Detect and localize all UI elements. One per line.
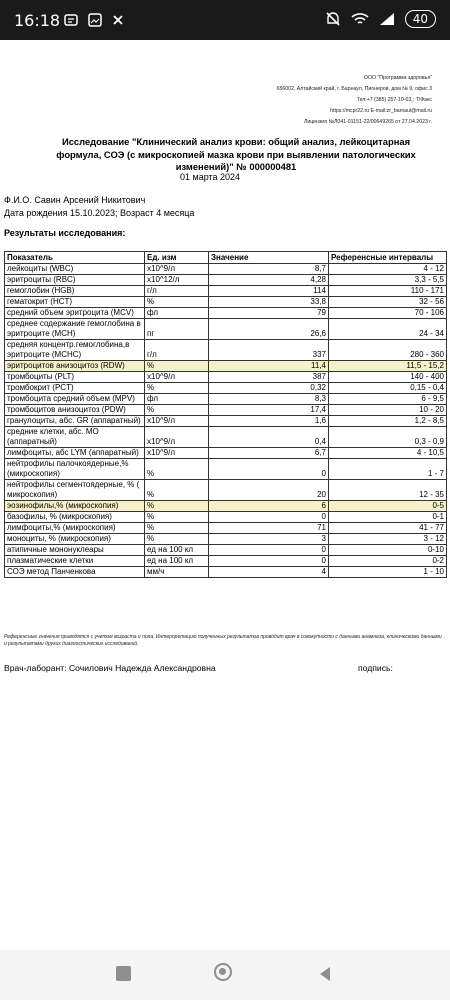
table-body [5, 264, 447, 578]
cell-indicator: среднее содержание гемоглобина в эритроците (MCH) [5, 319, 145, 340]
org-phone: Тел:+7 (385) 257-10-03,; Т/Факс [356, 97, 432, 103]
header-unit: Ед. изм [145, 252, 209, 264]
cell-value: 71 [209, 523, 329, 534]
cell-value: 4,28 [209, 275, 329, 286]
cell-reference: 4 - 10,5 [329, 448, 447, 459]
table-row [5, 383, 447, 394]
cell-reference: 12 - 35 [329, 480, 447, 501]
cell-unit: % [145, 405, 209, 416]
cell-unit: ед на 100 кл [145, 545, 209, 556]
table-row [5, 319, 447, 340]
cell-value: 79 [209, 308, 329, 319]
cell-value: 8,7 [209, 264, 329, 275]
cell-unit: x10^9/л [145, 416, 209, 427]
cell-value: 0 [209, 556, 329, 567]
cell-value: 33,8 [209, 297, 329, 308]
cell-value: 387 [209, 372, 329, 383]
document-page [0, 40, 450, 950]
cell-indicator: нейтрофилы сегментоядерные, % ( микроскопия) [5, 480, 145, 501]
table-row [5, 286, 447, 297]
signal-icon [379, 12, 395, 26]
cell-value: 6 [209, 501, 329, 512]
cell-unit: ед на 100 кл [145, 556, 209, 567]
cell-value: 11,4 [209, 361, 329, 372]
study-title: Исследование "Клинический анализ крови: общий анализ, лейкоцитарная формула, СОЭ (с микроскопией мазка крови при выявлении патологических изменений)" № 000000481 [56, 136, 416, 172]
org-license: Лицензия №Л041-01151-22/00649265 от 27.04.2023 г. [303, 119, 432, 125]
results-heading: Результаты исследования: [4, 228, 126, 238]
table-row [5, 308, 447, 319]
cell-value: 20 [209, 480, 329, 501]
study-date: 01 марта 2024 [180, 172, 241, 182]
header-reference: Референсные интервалы [329, 252, 447, 264]
gallery-icon [88, 13, 102, 27]
cell-reference: 41 - 77 [329, 523, 447, 534]
cell-reference: 32 - 56 [329, 297, 447, 308]
cell-unit: фл [145, 394, 209, 405]
cell-value: 0,4 [209, 427, 329, 448]
signature-label: подпись: [358, 663, 393, 673]
cell-unit: % [145, 361, 209, 372]
cell-reference: 0-2 [329, 556, 447, 567]
table-row [5, 459, 447, 480]
cell-unit: мм/ч [145, 567, 209, 578]
cell-indicator: эозинофилы,% (микроскопия) [5, 501, 145, 512]
table-row [5, 340, 447, 361]
cell-value: 17,4 [209, 405, 329, 416]
cell-reference: 140 - 400 [329, 372, 447, 383]
org-name: ООО "Программа здоровья" [363, 75, 432, 81]
organization-header [277, 73, 432, 128]
cell-unit: % [145, 523, 209, 534]
cell-reference: 4 - 12 [329, 264, 447, 275]
cell-unit: % [145, 297, 209, 308]
cell-indicator: эритроцитов анизоцитоз (RDW) [5, 361, 145, 372]
cell-unit: % [145, 480, 209, 501]
cell-reference: 1 - 10 [329, 567, 447, 578]
cell-reference: 110 - 171 [329, 286, 447, 297]
cell-indicator: гранулоциты, абс. GR (аппаратный) [5, 416, 145, 427]
cell-indicator: моноциты, % (микроскопия) [5, 534, 145, 545]
cell-reference: 0,15 - 0,4 [329, 383, 447, 394]
patient-birth: Дата рождения 15.10.2023; Возраст 4 месяца [4, 207, 195, 218]
table-row [5, 523, 447, 534]
cell-value: 0 [209, 459, 329, 480]
cell-reference: 1 - 7 [329, 459, 447, 480]
table-row [5, 545, 447, 556]
cell-unit: г/л [145, 340, 209, 361]
recent-apps-icon[interactable] [116, 966, 131, 981]
cell-value: 114 [209, 286, 329, 297]
cell-value: 337 [209, 340, 329, 361]
cell-value: 0 [209, 512, 329, 523]
table-row [5, 264, 447, 275]
mute-icon [325, 11, 341, 27]
cell-indicator: атипичные мононуклеары [5, 545, 145, 556]
cell-unit: % [145, 383, 209, 394]
cell-value: 3 [209, 534, 329, 545]
notification-icon [64, 13, 78, 27]
cell-indicator: тромбоциты (PLT) [5, 372, 145, 383]
cell-reference: 3 - 12 [329, 534, 447, 545]
cell-unit: % [145, 534, 209, 545]
cell-reference: 11,5 - 15,2 [329, 361, 447, 372]
table-row [5, 394, 447, 405]
cell-value: 0,32 [209, 383, 329, 394]
table-row [5, 372, 447, 383]
header-value: Значение [209, 252, 329, 264]
org-address: 656002, Алтайский край, г. Барнаул, Пионеров, дом № 9, офис 3 [276, 86, 432, 92]
cell-value: 4 [209, 567, 329, 578]
cell-unit: x10^9/л [145, 448, 209, 459]
cell-unit: x10^9/л [145, 372, 209, 383]
cell-indicator: нейтрофилы палочкоядерные,% (микроскопия) [5, 459, 145, 480]
cell-indicator: тромбокрит (PCT) [5, 383, 145, 394]
cell-unit: фл [145, 308, 209, 319]
cell-reference: 1,2 - 8,5 [329, 416, 447, 427]
cell-value: 26,6 [209, 319, 329, 340]
cell-indicator: лейкоциты (WBC) [5, 264, 145, 275]
cell-indicator: средние клетки, абс. MO (аппаратный) [5, 427, 145, 448]
table-row [5, 534, 447, 545]
status-left-icons [64, 13, 124, 27]
cell-reference: 70 - 106 [329, 308, 447, 319]
nav-bar [0, 950, 450, 1000]
cell-value: 8,3 [209, 394, 329, 405]
cell-indicator: средняя концентр.гемоглобина,в эритроците (MCHC) [5, 340, 145, 361]
cell-indicator: базофилы, % (микроскопия) [5, 512, 145, 523]
cell-unit: г/л [145, 286, 209, 297]
status-right-icons [325, 10, 436, 28]
home-icon[interactable] [214, 963, 232, 981]
table-row [5, 361, 447, 372]
cell-unit: x10^9/л [145, 264, 209, 275]
cell-unit: % [145, 501, 209, 512]
cell-indicator: гемоглобин (HGB) [5, 286, 145, 297]
table-row [5, 556, 447, 567]
cell-indicator: лимфоциты, абс LYM (аппаратный) [5, 448, 145, 459]
cell-indicator: тромбоцита средний объем (MPV) [5, 394, 145, 405]
cell-value: 0 [209, 545, 329, 556]
status-bar [0, 0, 450, 40]
results-table [4, 251, 447, 578]
cell-indicator: СОЭ метод Панченкова [5, 567, 145, 578]
cell-indicator: средний объем эритроцита (MCV) [5, 308, 145, 319]
cell-reference: 0-5 [329, 501, 447, 512]
table-header-row [5, 252, 447, 264]
patient-info [4, 194, 194, 219]
table-row [5, 405, 447, 416]
cell-unit: % [145, 512, 209, 523]
cell-indicator: плазматические клетки [5, 556, 145, 567]
cell-reference: 280 - 360 [329, 340, 447, 361]
table-row [5, 416, 447, 427]
cell-indicator: гематокрит (HCT) [5, 297, 145, 308]
footnote: Референсные значения приводятся с учетом возраста и пола. Интерпретацию полученных результатов проводит врач в совокупности с данными анамнеза, клиническими данными и результатами других диагностических исследований. [4, 634, 442, 647]
cell-reference: 3,3 - 5,5 [329, 275, 447, 286]
table-row [5, 567, 447, 578]
table-row [5, 275, 447, 286]
cell-unit: x10^9/л [145, 427, 209, 448]
table-row [5, 427, 447, 448]
cell-indicator: тромбоцитов анизоцитоз (PDW) [5, 405, 145, 416]
wifi-icon [351, 12, 369, 26]
cell-unit: пг [145, 319, 209, 340]
status-time: 16:18 [14, 11, 61, 30]
battery-icon: 40 [405, 10, 436, 28]
lab-doctor: Врач-лаборант: Сочилович Надежда Александровна [4, 663, 216, 673]
patient-name: Ф.И.О. Савин Арсений Никитович [4, 195, 146, 205]
org-web: https://mcpr22.ru E-mail:zr_barnaul@mail.ru [330, 108, 432, 114]
cell-reference: 0,3 - 0,9 [329, 427, 447, 448]
cell-reference: 24 - 34 [329, 319, 447, 340]
cell-reference: 10 - 20 [329, 405, 447, 416]
close-icon [112, 13, 124, 27]
table-row [5, 480, 447, 501]
back-icon[interactable] [318, 966, 332, 982]
cell-value: 1,6 [209, 416, 329, 427]
cell-value: 6,7 [209, 448, 329, 459]
cell-unit: % [145, 459, 209, 480]
cell-reference: 0-10 [329, 545, 447, 556]
table-row [5, 448, 447, 459]
table-row [5, 512, 447, 523]
cell-reference: 6 - 9,5 [329, 394, 447, 405]
cell-indicator: эритроциты (RBC) [5, 275, 145, 286]
table-row [5, 297, 447, 308]
cell-reference: 0-1 [329, 512, 447, 523]
table-row [5, 501, 447, 512]
header-indicator: Показатель [5, 252, 145, 264]
cell-indicator: лимфоциты,% (микроскопия) [5, 523, 145, 534]
cell-unit: x10^12/л [145, 275, 209, 286]
